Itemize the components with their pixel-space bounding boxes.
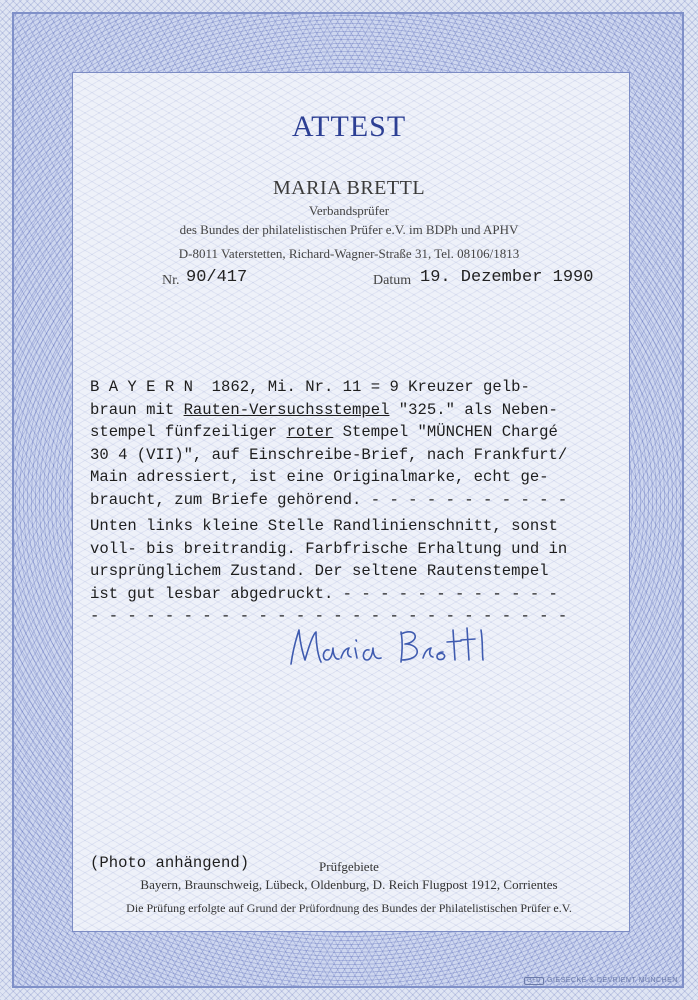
typed-line [90,538,567,561]
examiner-signature [283,612,493,682]
typed-line [90,560,567,583]
typed-text: braucht, zum Briefe gehörend. - - - - - - - - - - - [90,490,568,509]
examination-areas: Bayern, Braunschweig, Lübeck, Oldenburg, D. Reich Flugpost 1912, Corrientes [140,877,558,892]
printer-logo: G+D [524,977,544,985]
photo-note: (Photo anhängend) [90,854,250,872]
typed-text: 30 4 (VII)", auf Einschreibe-Brief, nach Frankfurt/ [90,445,568,464]
address-line: D-8011 Vaterstetten, Richard-Wagner-Straße 31, Tel. 08106/1813 [178,246,520,261]
typed-line [90,399,567,422]
typed-text: braun mit [90,400,184,419]
printer-name: GIESECKE & DEVRIENT MÜNCHEN [547,977,678,984]
typed-text: stempel fünfzeiliger [90,423,287,441]
typed-text: ursprünglichem Zustand. Der seltene Rautenstempel [90,562,549,580]
typed-line [90,489,567,512]
examiner-role: Verbandsprüfer [308,203,390,218]
typed-text: Unten links kleine Stelle Randlinienschnitt, sonst [90,517,558,535]
description-paragraph-2 [90,515,567,628]
printer-imprint [524,977,678,985]
typed-text: Stempel "MÜNCHEN Chargé [333,423,558,441]
date-label: Datum [373,273,412,288]
typed-line [90,421,567,444]
certificate-title: ATTEST [291,110,407,143]
typed-text: "325." als Neben- [389,400,558,419]
underlined-text: roter [286,423,334,441]
description-paragraph-1 [90,376,567,511]
typed-text: - - - - - - - - - - - - - - - - - - - - - - - - - - [90,607,568,625]
footer-note: Die Prüfung erfolgte auf Grund der Prüfordnung des Bundes der Philatelistischen Prüfer e.V. [126,901,572,915]
certificate-number: 90/417 [186,268,248,287]
typed-line [90,583,567,606]
typed-line [90,444,567,467]
examiner-name: MARIA BRETTL [272,177,426,199]
number-label: Nr. [162,273,180,288]
typed-text: voll- bis breitrandig. Farbfrische Erhaltung und in [90,539,568,558]
typed-line [90,466,567,489]
typed-text: ist gut lesbar abgedruckt. - - - - - - - - - - - - [90,584,558,603]
underlined-text: Rauten-Versuchsstempel [183,400,390,419]
typed-line [90,376,567,399]
typed-text: B A Y E R N 1862, Mi. Nr. 11 = 9 Kreuzer gelb- [90,378,530,396]
certificate-date: 19. Dezember 1990 [420,268,594,287]
association-line: des Bundes der philatelistischen Prüfer e.V. im BDPh und APHV [179,222,519,237]
examination-areas-label: Prüfgebiete [319,859,379,874]
typed-line [90,515,567,538]
typed-text: Main adressiert, ist eine Originalmarke, echt ge- [90,468,549,486]
